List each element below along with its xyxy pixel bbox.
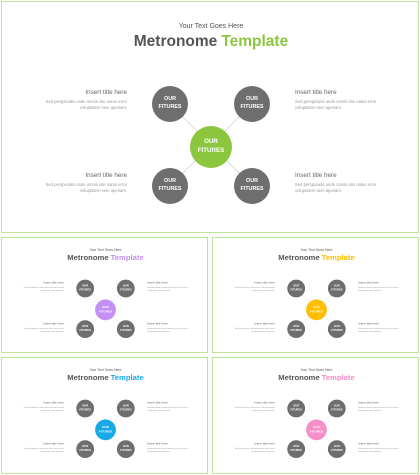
title-main: Metronome xyxy=(67,253,109,262)
slide-subtitle: Your Text Goes Here xyxy=(89,248,122,252)
node-label: OUR FITURES xyxy=(79,404,91,412)
feature-node-top-left xyxy=(287,280,305,298)
feature-node-top-right xyxy=(117,280,135,298)
feature-node-top-right xyxy=(234,86,270,122)
node-label: OUR FITURES xyxy=(120,404,132,412)
slide-content xyxy=(2,238,208,353)
item-body-bottom-right: Sed perspiciatis unde omnis iste natus error voluptatem sem aperiam. xyxy=(358,447,399,453)
item-title-top-right: Insert title here xyxy=(358,401,379,405)
title-accent: Template xyxy=(321,253,355,262)
center-feature-node xyxy=(190,126,232,168)
slide-subtitle: Your Text Goes Here xyxy=(300,368,333,372)
node-label: OUR FITURES xyxy=(158,96,182,110)
node-label: OUR FITURES xyxy=(331,284,343,292)
item-title-bottom-right: Insert title here xyxy=(358,322,379,326)
item-body-top-right: Sed perspiciatis unde omnis iste natus error voluptatem sem aperiam. xyxy=(295,99,377,111)
node-label: OUR FITURES xyxy=(120,325,132,333)
slide-variant-purple[interactable] xyxy=(1,237,208,353)
item-title-bottom-right: Insert title here xyxy=(358,442,379,446)
feature-node-bottom-left xyxy=(287,440,305,458)
center-label: OUR FITURES xyxy=(197,138,225,154)
item-body-top-left: Sed perspiciatis unde omnis iste natus error voluptatem sem aperiam. xyxy=(45,99,127,111)
node-label: OUR FITURES xyxy=(331,325,343,333)
item-title-top-right: Insert title here xyxy=(147,401,168,405)
item-body-bottom-right: Sed perspiciatis unde omnis iste natus error voluptatem sem aperiam. xyxy=(147,447,188,453)
connector-lines xyxy=(213,358,419,473)
item-title-top-left: Insert title here xyxy=(254,401,275,405)
feature-node-bottom-right xyxy=(328,320,346,338)
slide-main-green[interactable] xyxy=(1,1,419,233)
feature-node-top-left xyxy=(152,86,188,122)
feature-node-top-left xyxy=(76,400,94,418)
item-title-bottom-right: Insert title here xyxy=(147,322,168,326)
title-accent: Template xyxy=(110,373,144,382)
item-title-bottom-left: Insert title here xyxy=(43,442,64,446)
item-body-top-right: Sed perspiciatis unde omnis iste natus error voluptatem sem aperiam. xyxy=(358,406,399,412)
connector-lines xyxy=(2,358,208,473)
item-title-top-left: Insert title here xyxy=(85,89,127,96)
node-label: OUR FITURES xyxy=(158,178,182,192)
feature-node-top-left xyxy=(287,400,305,418)
node-label: OUR FITURES xyxy=(79,284,91,292)
item-body-top-left: Sed perspiciatis unde omnis iste natus error voluptatem sem aperiam. xyxy=(234,286,275,292)
center-feature-node xyxy=(95,299,116,320)
item-body-top-right: Sed perspiciatis unde omnis iste natus error voluptatem sem aperiam. xyxy=(147,406,188,412)
slide-subtitle: Your Text Goes Here xyxy=(89,368,122,372)
feature-node-top-right xyxy=(328,280,346,298)
item-title-bottom-left: Insert title here xyxy=(254,442,275,446)
item-body-bottom-left: Sed perspiciatis unde omnis iste natus error voluptatem sem aperiam. xyxy=(234,327,275,333)
item-title-top-left: Insert title here xyxy=(43,401,64,405)
node-label: OUR FITURES xyxy=(331,445,343,453)
item-title-top-right: Insert title here xyxy=(295,89,337,96)
title-accent: Template xyxy=(321,373,355,382)
center-label: OUR FITURES xyxy=(98,425,113,434)
title-main: Metronome xyxy=(278,253,320,262)
feature-node-top-right xyxy=(117,400,135,418)
feature-node-bottom-right xyxy=(234,168,270,204)
title-accent: Template xyxy=(221,33,289,50)
node-label: OUR FITURES xyxy=(120,445,132,453)
title-main: Metronome xyxy=(67,373,109,382)
item-body-bottom-left: Sed perspiciatis unde omnis iste natus error voluptatem sem aperiam. xyxy=(23,447,64,453)
slide-variant-blue[interactable] xyxy=(1,357,208,474)
item-body-bottom-left: Sed perspiciatis unde omnis iste natus error voluptatem sem aperiam. xyxy=(45,182,127,194)
feature-node-bottom-left xyxy=(152,168,188,204)
item-body-top-left: Sed perspiciatis unde omnis iste natus error voluptatem sem aperiam. xyxy=(23,286,64,292)
feature-node-bottom-right xyxy=(117,440,135,458)
slide-content xyxy=(2,358,208,473)
item-body-top-left: Sed perspiciatis unde omnis iste natus error voluptatem sem aperiam. xyxy=(23,406,64,412)
slide-subtitle: Your Text Goes Here xyxy=(300,248,333,252)
node-label: OUR FITURES xyxy=(331,404,343,412)
item-body-bottom-left: Sed perspiciatis unde omnis iste natus error voluptatem sem aperiam. xyxy=(23,327,64,333)
item-title-bottom-left: Insert title here xyxy=(43,322,64,326)
center-feature-node xyxy=(306,299,327,320)
node-label: OUR FITURES xyxy=(290,404,302,412)
connector-lines xyxy=(2,238,208,353)
center-feature-node xyxy=(306,419,327,440)
item-body-bottom-right: Sed perspiciatis unde omnis iste natus error voluptatem sem aperiam. xyxy=(147,327,188,333)
feature-node-top-left xyxy=(76,280,94,298)
center-label: OUR FITURES xyxy=(98,305,113,314)
title-main: Metronome xyxy=(133,33,218,50)
center-label: OUR FITURES xyxy=(309,425,324,434)
connector-lines xyxy=(213,238,419,353)
item-title-top-right: Insert title here xyxy=(358,281,379,285)
node-label: OUR FITURES xyxy=(240,96,264,110)
slide-subtitle: Your Text Goes Here xyxy=(178,23,244,30)
title-main: Metronome xyxy=(278,373,320,382)
feature-node-top-right xyxy=(328,400,346,418)
center-label: OUR FITURES xyxy=(309,305,324,314)
item-body-top-left: Sed perspiciatis unde omnis iste natus error voluptatem sem aperiam. xyxy=(234,406,275,412)
item-body-bottom-right: Sed perspiciatis unde omnis iste natus error voluptatem sem aperiam. xyxy=(358,327,399,333)
slide-content xyxy=(2,2,419,233)
center-feature-node xyxy=(95,419,116,440)
title-accent: Template xyxy=(110,253,144,262)
item-body-top-right: Sed perspiciatis unde omnis iste natus error voluptatem sem aperiam. xyxy=(358,286,399,292)
feature-node-bottom-left xyxy=(76,320,94,338)
item-title-bottom-right: Insert title here xyxy=(147,442,168,446)
item-title-bottom-left: Insert title here xyxy=(254,322,275,326)
node-label: OUR FITURES xyxy=(240,178,264,192)
item-title-top-left: Insert title here xyxy=(254,281,275,285)
item-title-top-right: Insert title here xyxy=(147,281,168,285)
item-title-top-left: Insert title here xyxy=(43,281,64,285)
feature-node-bottom-right xyxy=(328,440,346,458)
item-title-bottom-left: Insert title here xyxy=(85,172,127,179)
slide-content xyxy=(213,238,419,353)
node-label: OUR FITURES xyxy=(120,284,132,292)
item-body-top-right: Sed perspiciatis unde omnis iste natus error voluptatem sem aperiam. xyxy=(147,286,188,292)
feature-node-bottom-right xyxy=(117,320,135,338)
node-label: OUR FITURES xyxy=(79,325,91,333)
item-body-bottom-right: Sed perspiciatis unde omnis iste natus error voluptatem sem aperiam. xyxy=(295,182,377,194)
node-label: OUR FITURES xyxy=(290,284,302,292)
item-title-bottom-right: Insert title here xyxy=(295,172,337,179)
item-body-bottom-left: Sed perspiciatis unde omnis iste natus error voluptatem sem aperiam. xyxy=(234,447,275,453)
feature-node-bottom-left xyxy=(76,440,94,458)
connector-lines xyxy=(2,2,419,233)
feature-node-bottom-left xyxy=(287,320,305,338)
node-label: OUR FITURES xyxy=(290,445,302,453)
slide-content xyxy=(213,358,419,473)
node-label: OUR FITURES xyxy=(79,445,91,453)
slide-variant-yellow[interactable] xyxy=(212,237,419,353)
slide-variant-pink[interactable] xyxy=(212,357,419,474)
node-label: OUR FITURES xyxy=(290,325,302,333)
